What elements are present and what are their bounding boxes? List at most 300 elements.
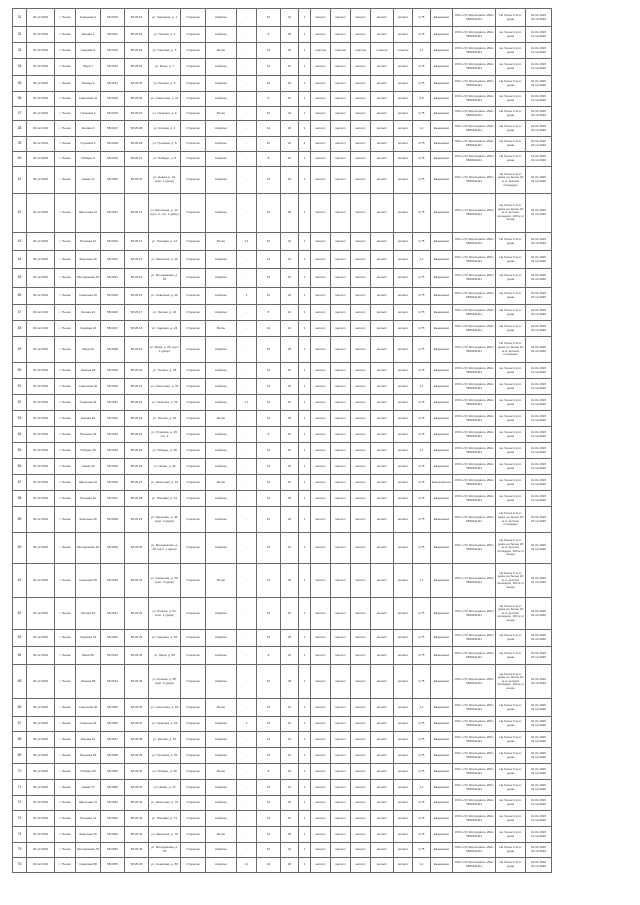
table-cell-col-16: металл <box>351 796 371 811</box>
table-cell-col-16: металл <box>351 251 371 269</box>
table-cell-col-23: 01.01.2020 31.12.2020 <box>526 337 552 363</box>
table-cell-col-18: металл <box>394 9 413 27</box>
table-cell-col-13: 1 <box>299 321 311 337</box>
table-cell-col-23: 01.01.2020 31.12.2020 <box>526 858 552 873</box>
table-cell-col-14: металл <box>311 305 331 321</box>
table-cell-col-23: 01.01.2020 31.12.2020 <box>526 764 552 780</box>
table-cell-col-6: 58:29:09 <box>125 137 149 152</box>
table-cell-col-19: 0,75 <box>413 475 431 491</box>
table-cell-col-21: ООО «УК Жилсервис» ИНН 5836611111 <box>453 137 496 152</box>
table-cell-col-12: 30 <box>281 76 299 92</box>
table-cell-col-23: 01.01.2020 31.12.2020 <box>526 630 552 647</box>
table-cell-col-20: Ежедневно <box>431 379 453 395</box>
table-cell-col-17: металл <box>371 748 394 764</box>
table-cell-col-15: металл <box>331 699 351 717</box>
table-cell-col-9: Асфальт <box>206 491 237 507</box>
table-cell-col-8: Открытая <box>181 764 206 780</box>
table-cell-col-2: 30.12.2019 <box>27 665 55 699</box>
table-cell-col-19: 1,1 <box>413 443 431 459</box>
row-number-cell: 49 <box>13 337 27 363</box>
table-cell-col-10: - <box>237 533 257 564</box>
table-cell-col-8: Открытая <box>181 92 206 107</box>
table-cell-col-19: 0,75 <box>413 395 431 411</box>
table-cell-col-11: 10 <box>257 748 281 764</box>
table-cell-col-5: 58.0047 <box>101 732 125 748</box>
table-cell-col-12: 30 <box>281 858 299 873</box>
table-cell-col-21: ООО «УК Жилсервис» ИНН 5836611111 <box>453 76 496 92</box>
table-cell-col-9: Асфальт <box>206 121 237 137</box>
table-cell-col-8: Открытая <box>181 121 206 137</box>
table-cell-col-6: 58:29:04 <box>125 59 149 76</box>
table-cell-col-12: 16 <box>281 717 299 732</box>
table-cell-col-8: Открытая <box>181 598 206 630</box>
table-cell-col-19: 0,75 <box>413 427 431 443</box>
table-cell-col-13: 1 <box>299 427 311 443</box>
table-cell-col-13: 1 <box>299 9 311 27</box>
table-cell-col-17: металл <box>371 411 394 427</box>
table-cell-col-15: металл <box>331 27 351 43</box>
table-cell-col-10: - <box>237 507 257 533</box>
table-cell-col-23: 01.01.2020 31.12.2020 <box>526 152 552 167</box>
table-cell-col-5: 58.0038 <box>101 507 125 533</box>
table-cell-col-17: металл <box>371 167 394 194</box>
table-cell-col-7: ул. Пушкина, д. 66 <box>149 748 181 764</box>
table-cell-col-22: Не более 6 м от дома <box>496 269 526 288</box>
table-cell-col-12: 30 <box>281 27 299 43</box>
table-cell-col-6: 58:29:18 <box>125 321 149 337</box>
table-cell-col-19: 0,75 <box>413 811 431 827</box>
table-cell-col-6: 58:29:39 <box>125 748 149 764</box>
table-cell-col-20: Ежедневно <box>431 443 453 459</box>
table-cell-col-10: - <box>237 194 257 233</box>
table-cell-col-4: Кирова 34 <box>76 411 101 427</box>
table-cell-col-2: 30.12.2019 <box>27 363 55 379</box>
table-row <box>13 598 552 630</box>
table-cell-col-18: металл <box>394 27 413 43</box>
table-cell-col-21: ООО «УК Жилсервис» ИНН 5836611111 <box>453 107 496 121</box>
row-number-cell: 37 <box>13 107 27 121</box>
table-cell-col-17: металл <box>371 647 394 665</box>
table-row <box>13 564 552 598</box>
table-cell-col-21: ООО «УК Жилсервис» ИНН 5836611111 <box>453 395 496 411</box>
table-cell-col-19: 0,75 <box>413 288 431 305</box>
table-cell-col-20: Ежедневно <box>431 288 453 305</box>
table-cell-col-2: 30.12.2019 <box>27 827 55 843</box>
table-cell-col-23: 01.01.2020 31.12.2020 <box>526 598 552 630</box>
table-cell-col-9: Асфальт <box>206 427 237 443</box>
table-cell-col-7: ул. Молодёжная, д. 78 <box>149 843 181 858</box>
table-cell-col-18: металл <box>394 699 413 717</box>
table-cell-col-14: металл <box>311 732 331 748</box>
table-row <box>13 827 552 843</box>
table-cell-col-5: 58.0019 <box>101 152 125 167</box>
table-cell-col-19: 0,75 <box>413 167 431 194</box>
table-cell-col-7: ул. Полевая, д. 14 <box>149 233 181 251</box>
table-cell-col-5: 58.0037 <box>101 491 125 507</box>
table-cell-col-14: металл <box>311 194 331 233</box>
registry-table <box>12 8 552 873</box>
table-cell-col-11: 10 <box>257 843 281 858</box>
table-cell-col-22: Не более 6 м от дома, не более 20 м от детских площадок, 100 м от входа <box>496 598 526 630</box>
table-cell-col-12: 16 <box>281 233 299 251</box>
table-cell-col-16: металл <box>351 27 371 43</box>
table-cell-col-6: 58:29:27 <box>125 475 149 491</box>
table-cell-col-16: металл <box>351 9 371 27</box>
row-number-cell: 65 <box>13 665 27 699</box>
table-cell-col-17: металл <box>371 598 394 630</box>
table-cell-col-8: Открытая <box>181 796 206 811</box>
table-cell-col-19: 1,1 <box>413 780 431 796</box>
table-cell-col-8: Открытая <box>181 665 206 699</box>
table-cell-col-23: 01.01.2020 31.12.2020 <box>526 137 552 152</box>
table-cell-col-2: 30.12.2019 <box>27 288 55 305</box>
table-cell-col-22: Не более 6 м от дома <box>496 780 526 796</box>
table-cell-col-16: металл <box>351 107 371 121</box>
table-cell-col-16: металл <box>351 475 371 491</box>
table-cell-col-8: Открытая <box>181 305 206 321</box>
table-cell-col-22: Не более 6 м от дома <box>496 76 526 92</box>
table-cell-col-20: Ежедневно <box>431 427 453 443</box>
table-cell-col-5: 58.0051 <box>101 796 125 811</box>
table-cell-col-20: Ежедневно <box>431 732 453 748</box>
table-cell-col-21: ООО «УК Жилсервис» ИНН 5836611111 <box>453 379 496 395</box>
table-cell-col-12: 16 <box>281 269 299 288</box>
table-cell-col-17: металл <box>371 443 394 459</box>
table-cell-col-14: металл <box>311 269 331 288</box>
table-cell-col-14: металл <box>311 59 331 76</box>
table-cell-col-19: 1,1 <box>413 251 431 269</box>
table-cell-col-4: Ленина 58 <box>76 665 101 699</box>
table-cell-col-14: металл <box>311 233 331 251</box>
table-cell-col-19: 0,75 <box>413 491 431 507</box>
table-cell-col-3: г. Пенза <box>55 475 76 491</box>
table-cell-col-6: 58:29:14 <box>125 251 149 269</box>
table-cell-col-14: металл <box>311 443 331 459</box>
table-cell-col-5: 58.0029 <box>101 363 125 379</box>
row-number-cell: 38 <box>13 121 27 137</box>
table-cell-col-5: 58.0013 <box>101 59 125 76</box>
table-cell-col-16: металл <box>351 137 371 152</box>
table-cell-col-17: пластик <box>371 43 394 59</box>
table-cell-col-2: 30.12.2019 <box>27 269 55 288</box>
table-cell-col-16: металл <box>351 858 371 873</box>
table-cell-col-8: Открытая <box>181 76 206 92</box>
table-cell-col-19: 1,1 <box>413 858 431 873</box>
table-cell-col-2: 30.12.2019 <box>27 780 55 796</box>
table-cell-col-9: Асфальт <box>206 167 237 194</box>
table-cell-col-9: Асфальт <box>206 288 237 305</box>
table-cell-col-12: 30 <box>281 337 299 363</box>
table-cell-col-22: Не более 6 м от дома, не более 20 м от детских площадок, 100 м от входа <box>496 194 526 233</box>
table-cell-col-17: металл <box>371 732 394 748</box>
table-cell-col-16: металл <box>351 811 371 827</box>
table-cell-col-20: Ежедневно <box>431 59 453 76</box>
table-cell-col-11: 10 <box>257 395 281 411</box>
table-cell-col-23: 01.01.2020 31.12.2020 <box>526 9 552 27</box>
table-cell-col-17: металл <box>371 699 394 717</box>
table-cell-col-2: 30.12.2019 <box>27 647 55 665</box>
table-cell-col-16: металл <box>351 630 371 647</box>
table-cell-col-19: 0,75 <box>413 764 431 780</box>
table-cell-col-15: металл <box>331 598 351 630</box>
table-cell-col-11: 10 <box>257 475 281 491</box>
table-cell-col-7: ул. Полевая, д. 44 <box>149 491 181 507</box>
table-row <box>13 764 552 780</box>
table-cell-col-5: 58.0027 <box>101 321 125 337</box>
table-cell-col-20: Ежедневно <box>431 796 453 811</box>
table-cell-col-2: 30.12.2019 <box>27 59 55 76</box>
table-cell-col-15: металл <box>331 107 351 121</box>
table-cell-col-13: 1 <box>299 748 311 764</box>
table-cell-col-14: металл <box>311 843 331 858</box>
table-cell-col-12: 16 <box>281 843 299 858</box>
table-cell-col-18: металл <box>394 194 413 233</box>
table-cell-col-5: 58.0030 <box>101 379 125 395</box>
table-cell-col-16: металл <box>351 533 371 564</box>
table-cell-col-16: металл <box>351 92 371 107</box>
table-cell-col-7: ул. Новая, д. 40 <box>149 459 181 475</box>
table-cell-col-2: 30.12.2019 <box>27 427 55 443</box>
table-cell-col-14: металл <box>311 699 331 717</box>
table-cell-col-16: металл <box>351 76 371 92</box>
table-cell-col-8: Открытая <box>181 780 206 796</box>
table-cell-col-5: 58.0011 <box>101 27 125 43</box>
table-cell-col-14: металл <box>311 780 331 796</box>
table-cell-col-19: 0,75 <box>413 9 431 27</box>
table-cell-col-23: 01.01.2020 31.12.2020 <box>526 780 552 796</box>
table-cell-col-3: г. Пенза <box>55 459 76 475</box>
table-cell-col-16: металл <box>351 363 371 379</box>
table-cell-col-16: металл <box>351 564 371 598</box>
table-cell-col-4: Кирова 64 <box>76 732 101 748</box>
table-cell-col-17: металл <box>371 459 394 475</box>
table-cell-col-7: ул. Пушкина, д. 6 <box>149 137 181 152</box>
table-cell-col-12: 24 <box>281 43 299 59</box>
table-row <box>13 152 552 167</box>
table-cell-col-23: 01.01.2020 31.12.2020 <box>526 564 552 598</box>
table-cell-col-2: 30.12.2019 <box>27 107 55 121</box>
table-cell-col-16: металл <box>351 233 371 251</box>
table-cell-col-8: Открытая <box>181 858 206 873</box>
table-row <box>13 443 552 459</box>
table-cell-col-10: - <box>237 459 257 475</box>
table-cell-col-21: ООО «УК Жилсервис» ИНН 5836611111 <box>453 811 496 827</box>
table-cell-col-3: г. Пенза <box>55 92 76 107</box>
table-cell-col-12: 24 <box>281 564 299 598</box>
table-cell-col-12: 16 <box>281 475 299 491</box>
table-cell-col-4: Ленина 9 <box>76 76 101 92</box>
table-cell-col-9: Асфальт <box>206 811 237 827</box>
table-cell-col-3: г. Пенза <box>55 379 76 395</box>
table-cell-col-5: 58.0048 <box>101 748 125 764</box>
table-cell-col-4: Победы 38 <box>76 443 101 459</box>
table-cell-col-16: металл <box>351 507 371 533</box>
table-cell-col-14: металл <box>311 9 331 27</box>
table-row <box>13 167 552 194</box>
table-cell-col-13: 1 <box>299 395 311 411</box>
table-cell-col-2: 30.12.2019 <box>27 699 55 717</box>
table-cell-col-19: 0,75 <box>413 647 431 665</box>
table-cell-col-19: 0,75 <box>413 459 431 475</box>
table-cell-col-5: 58.0052 <box>101 811 125 827</box>
table-cell-col-22: Не более 6 м от дома <box>496 475 526 491</box>
table-cell-col-10: - <box>237 107 257 121</box>
table-cell-col-19: 0,75 <box>413 137 431 152</box>
table-cell-col-15: металл <box>331 491 351 507</box>
table-cell-col-22: Не более 6 м от дома <box>496 27 526 43</box>
table-cell-col-4: Гагарина 32 <box>76 395 101 411</box>
table-cell-col-15: металл <box>331 363 351 379</box>
table-cell-col-13: 1 <box>299 43 311 59</box>
table-cell-col-21: ООО «УК Жилсервис» ИНН 5836611111 <box>453 647 496 665</box>
table-cell-col-19: 0,75 <box>413 305 431 321</box>
table-cell-col-19: 0,75 <box>413 411 431 427</box>
table-cell-col-10: 1,1 <box>237 233 257 251</box>
table-cell-col-21: ООО «УК Жилсервис» ИНН 5836611111 <box>453 152 496 167</box>
table-cell-col-16: металл <box>351 337 371 363</box>
table-cell-col-7: ул. Садовая, д. 54 <box>149 630 181 647</box>
table-cell-col-4: Пушкина 66 <box>76 748 101 764</box>
table-cell-col-10: - <box>237 337 257 363</box>
table-cell-col-19: 0,75 <box>413 732 431 748</box>
table-row <box>13 843 552 858</box>
table-cell-col-17: металл <box>371 121 394 137</box>
table-cell-col-5: 58.0021 <box>101 194 125 233</box>
table-cell-col-15: металл <box>331 717 351 732</box>
table-cell-col-9: Асфальт <box>206 59 237 76</box>
table-cell-col-11: 10 <box>257 699 281 717</box>
table-cell-col-3: г. Пенза <box>55 732 76 748</box>
table-cell-col-16: металл <box>351 665 371 699</box>
table-cell-col-9: Асфальт <box>206 395 237 411</box>
table-cell-col-6: 58:29:31 <box>125 564 149 598</box>
table-cell-col-14: металл <box>311 717 331 732</box>
table-cell-col-15: металл <box>331 858 351 873</box>
table-cell-col-10: - <box>237 321 257 337</box>
table-cell-col-2: 30.12.2019 <box>27 843 55 858</box>
table-cell-col-11: 10 <box>257 288 281 305</box>
table-cell-col-7: ул. Кирова, д. 64 <box>149 732 181 748</box>
table-row <box>13 363 552 379</box>
table-cell-col-4: Новая 40 <box>76 459 101 475</box>
row-number-cell: 45 <box>13 269 27 288</box>
table-cell-col-17: металл <box>371 827 394 843</box>
table-cell-col-5: 58.0016 <box>101 107 125 121</box>
row-number-cell: 59 <box>13 507 27 533</box>
table-cell-col-14: металл <box>311 827 331 843</box>
table-cell-col-18: металл <box>394 647 413 665</box>
table-cell-col-4: Полевая 44 <box>76 491 101 507</box>
table-cell-col-3: г. Пенза <box>55 598 76 630</box>
table-cell-col-8: Открытая <box>181 843 206 858</box>
table-cell-col-4: Советская 30 <box>76 379 101 395</box>
row-number-cell: 55 <box>13 443 27 459</box>
table-cell-col-11: 10 <box>257 9 281 27</box>
table-cell-col-12: 30 <box>281 167 299 194</box>
table-cell-col-22: Не более 6 м от дома <box>496 827 526 843</box>
table-cell-col-16: металл <box>351 194 371 233</box>
table-cell-col-2: 30.12.2019 <box>27 233 55 251</box>
table-cell-col-15: металл <box>331 748 351 764</box>
table-row <box>13 321 552 337</box>
table-cell-col-6: 58:29:12 <box>125 194 149 233</box>
table-cell-col-22: Не более 6 м от дома <box>496 843 526 858</box>
table-cell-col-14: металл <box>311 507 331 533</box>
table-cell-col-8: Открытая <box>181 27 206 43</box>
table-cell-col-16: металл <box>351 395 371 411</box>
table-cell-col-23: 01.01.2020 31.12.2020 <box>526 699 552 717</box>
table-cell-col-7: ул. Гагарина, д. 32 <box>149 395 181 411</box>
table-cell-col-18: металл <box>394 288 413 305</box>
table-cell-col-6: 58:29:02 <box>125 27 149 43</box>
table-cell-col-6: 58:29:34 <box>125 647 149 665</box>
table-cell-col-19: 0,75 <box>413 152 431 167</box>
table-cell-col-11: 16 <box>257 507 281 533</box>
table-cell-col-7: ул. Лесная, д. 52, корп. 1 (двор) <box>149 598 181 630</box>
table-cell-col-2: 30.12.2019 <box>27 748 55 764</box>
table-cell-col-14: металл <box>311 379 331 395</box>
table-cell-col-15: металл <box>331 665 351 699</box>
table-cell-col-10: - <box>237 827 257 843</box>
table-cell-col-19: 0,75 <box>413 107 431 121</box>
row-number-cell: 41 <box>13 167 27 194</box>
table-cell-col-12: 30 <box>281 507 299 533</box>
table-cell-col-5: 58.0015 <box>101 92 125 107</box>
table-cell-col-18: металл <box>394 251 413 269</box>
table-cell-col-9: Асфальт <box>206 194 237 233</box>
table-row <box>13 427 552 443</box>
table-cell-col-3: г. Пенза <box>55 395 76 411</box>
table-cell-col-8: Открытая <box>181 9 206 27</box>
table-cell-col-21: ООО «УК Жилсервис» ИНН 5836611111 <box>453 411 496 427</box>
table-cell-col-20: Ежедневно <box>431 43 453 59</box>
table-cell-col-18: металл <box>394 796 413 811</box>
table-cell-col-17: металл <box>371 92 394 107</box>
table-cell-col-10: - <box>237 59 257 76</box>
table-cell-col-13: 1 <box>299 443 311 459</box>
table-cell-col-22: Не более 6 м от дома <box>496 647 526 665</box>
table-cell-col-14: металл <box>311 811 331 827</box>
table-cell-col-20: Ежедневно <box>431 507 453 533</box>
table-cell-col-17: металл <box>371 9 394 27</box>
table-cell-col-2: 30.12.2019 <box>27 9 55 27</box>
table-cell-col-9: Асфальт <box>206 717 237 732</box>
table-cell-col-20: Ежедневно <box>431 459 453 475</box>
table-cell-col-15: металл <box>331 305 351 321</box>
table-cell-col-15: металл <box>331 630 351 647</box>
table-cell-col-21: ООО «УК Жилсервис» ИНН 5836611111 <box>453 491 496 507</box>
table-cell-col-18: металл <box>394 459 413 475</box>
table-cell-col-14: металл <box>311 665 331 699</box>
table-cell-col-19: 0,75 <box>413 194 431 233</box>
table-cell-col-4: Ленина 28 <box>76 363 101 379</box>
table-cell-col-7: ул. Заречная, д. 76 <box>149 827 181 843</box>
table-cell-col-7: ул. Молодёжная, д. 18 <box>149 269 181 288</box>
table-cell-col-20: Ежедневно <box>431 305 453 321</box>
row-number-cell: 46 <box>13 288 27 305</box>
table-cell-col-10: - <box>237 748 257 764</box>
table-cell-col-12: 30 <box>281 764 299 780</box>
table-cell-col-7: ул. Кирова, д. 4 <box>149 121 181 137</box>
table-cell-col-22: Не более 6 м от дома <box>496 121 526 137</box>
table-row <box>13 475 552 491</box>
table-cell-col-7: ул. Северная, д. 50, корп. 3 (двор) <box>149 564 181 598</box>
table-cell-col-22: Не более 6 м от дома <box>496 137 526 152</box>
table-cell-col-10: - <box>237 427 257 443</box>
row-number-cell: 72 <box>13 796 27 811</box>
table-row <box>13 121 552 137</box>
table-cell-col-21: ООО «УК Жилсервис» ИНН 5836611111 <box>453 699 496 717</box>
